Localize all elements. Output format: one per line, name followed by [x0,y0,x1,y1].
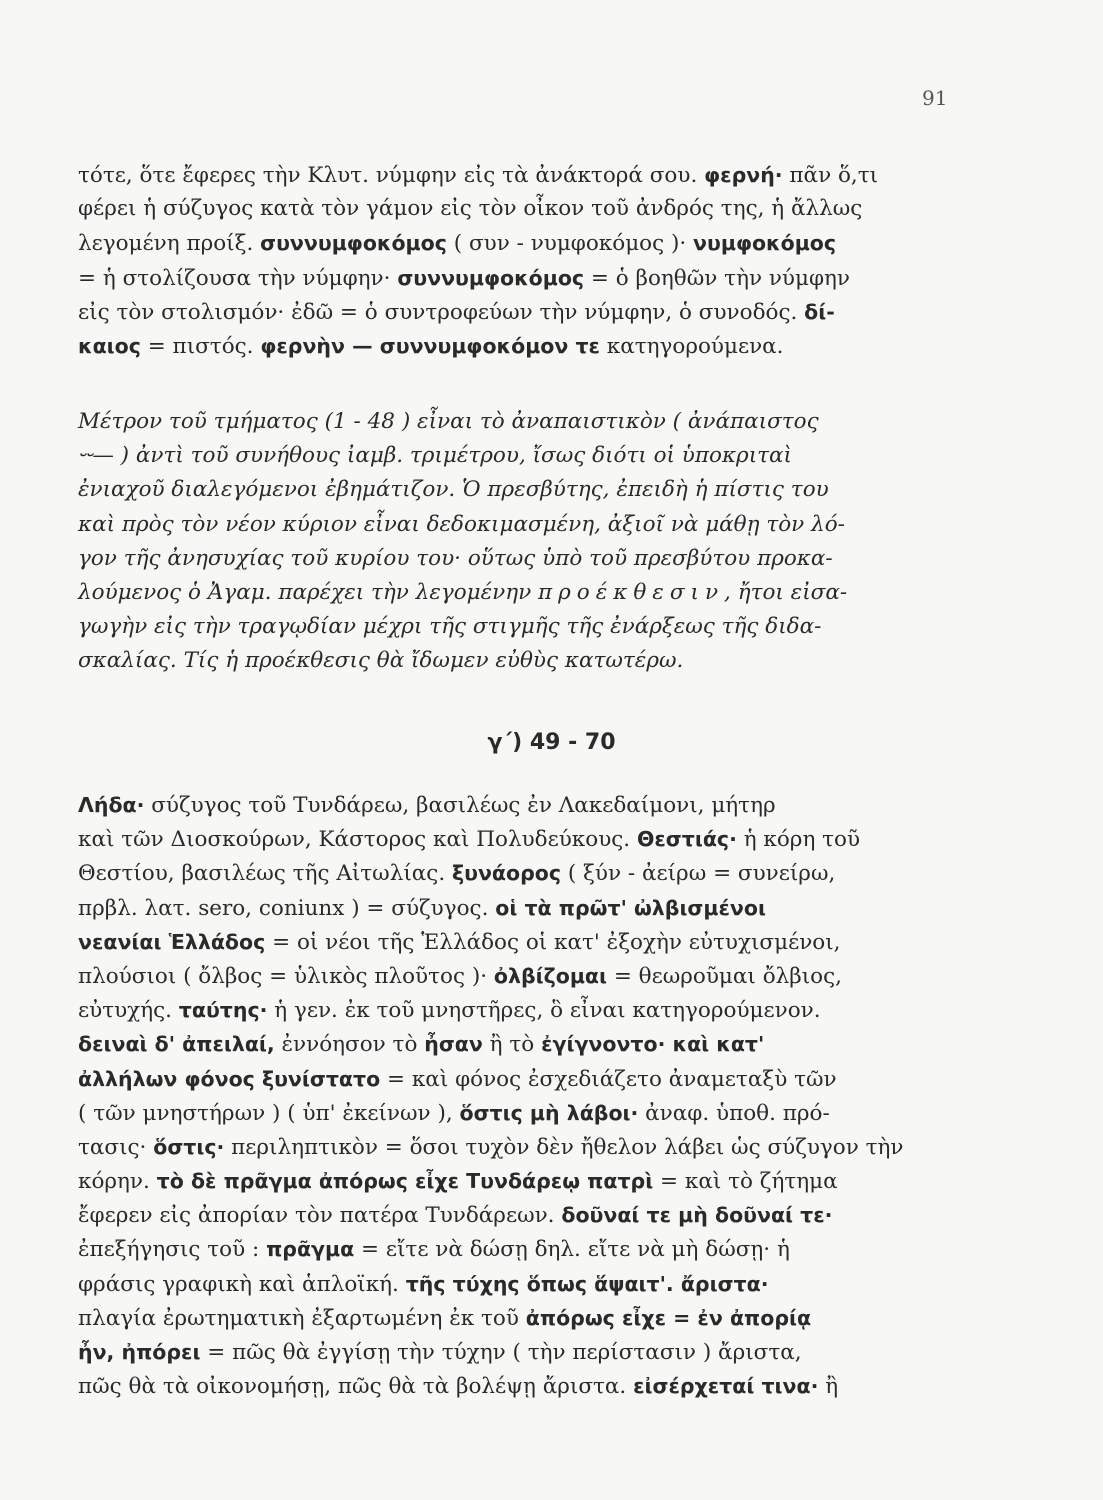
text-line [78,226,950,260]
text-segment: λεγομένη προίξ. [78,231,261,257]
text-segment: Θεστίου, βασιλέως τῆς Αἰτωλίας. [78,861,452,887]
text-line [78,405,950,439]
lemma: φερνή· [704,163,783,187]
text-segment: πρβλ. λατ. sero, coniunx ) = σύζυγος. [78,895,496,921]
text-segment: πῶς θὰ τὰ οἰκονομήσῃ, πῶς θὰ τὰ βολέψῃ ἄριστα. [78,1374,634,1400]
text-line [78,1301,950,1335]
lemma: οἱ τὰ πρῶτ' ὠλβισμένοι [495,895,766,920]
text-segment: = θεωροῦμαι ὄλβιος, [606,963,842,989]
text-segment: = οἱ νέοι τῆς Ἑλλάδος οἱ κατ' ἐξοχὴν εὐτυχισμένοι, [265,929,841,955]
text-segment: ἐννόησον τὸ [274,1032,425,1058]
text-line [78,1198,950,1232]
text-segment: εὐτυχής. [78,998,179,1024]
italic-segment: Μέτρον τοῦ τμήματος (1 - 48 ) εἶναι τὸ ἀναπαιστικὸν ( ἀνάπαιστος [78,409,819,434]
text-segment: = ἡ στολίζουσα τὴν νύμφην· [78,265,398,291]
text-segment: ἢ [818,1374,839,1400]
text-line [78,329,950,363]
text-segment: φέρει ἡ σύζυγος κατὰ τὸν γάμον εἰς τὸν οἶκον τοῦ ἀνδρός της, ἡ ἄλλως [78,196,863,222]
lemma: νυμφοκόμος [693,231,837,256]
text-line [78,1164,950,1198]
text-line [78,1267,950,1301]
text-segment: ( τῶν μνηστήρων ) ( ὑπ' ἐκείνων ), [78,1100,460,1126]
lemma: φερνὴν — συννυμφοκόμον τε [260,333,600,358]
italic-segment: ἐνιαχοῦ διαλεγόμενοι ἐβημάτιζον. Ὁ πρεσβύτης, ἐπειδὴ ἡ πίστις του [78,477,829,503]
italic-segment: ⏑⏑— ) ἀντὶ τοῦ συνήθους ἰαμβ. τριμέτρου, ἴσως διότι οἱ ὑποκριταὶ [78,443,792,469]
commentary-block-2 [78,788,950,1403]
text-line [78,1369,950,1403]
meter-note-block [78,405,950,679]
text-line [78,192,950,226]
text-line [78,610,950,644]
text-segment: περιληπτικὸν = ὅσοι τυχὸν δὲν ἤθελον λάβει ὡς σύζυγον τὴν [224,1134,904,1160]
text-segment: πᾶν ὅ,τι [782,163,879,188]
text-segment: τασις· [78,1134,154,1160]
text-segment: = ὁ βοηθῶν τὴν νύμφην [584,265,850,291]
lemma: ἐγίγνοντο· καὶ κατ' [541,1032,765,1057]
text-segment: κατηγορούμενα. [599,333,784,359]
italic-segment: γωγὴν εἰς τὴν τραγῳδίαν μέχρι τῆς στιγμῆς τῆς ἐνάρξεως τῆς διδα- [78,614,822,640]
text-segment: πλούσιοι ( ὄλβος = ὑλικὸς πλοῦτος )· [78,963,494,989]
text-line [78,1232,950,1266]
lemma: ἦσαν [424,1032,483,1057]
text-segment: ( συν - νυμφοκόμος )· [446,231,694,257]
lemma: πρᾶγμα [266,1237,355,1262]
lemma: ταύτης· [178,998,268,1023]
lemma: δοῦναί τε μὴ δοῦναί τε· [561,1203,833,1228]
text-segment: ἡ κόρη τοῦ [736,827,861,853]
italic-segment: λούμενος ὁ Ἀγαμ. παρέχει τὴν λεγομένην [78,579,539,605]
text-segment: φράσις γραφικὴ καὶ ἁπλοϊκή. [78,1271,406,1297]
text-segment: τότε, ὅτε ἔφερες τὴν Κλυτ. νύμφην εἰς τὰ ἀνάκτορά σου. [78,163,705,188]
text-line [78,158,950,192]
text-line [78,788,950,822]
text-segment: κόρην. [78,1169,157,1195]
lemma: συννυμφοκόμος [397,265,585,290]
spaced-term: προέκθεσιν [538,579,725,605]
lemma: συννυμφοκόμος [260,231,447,256]
commentary-block-1 [78,158,950,363]
text-line [78,856,950,890]
text-line [78,542,950,576]
text-line [78,473,950,507]
text-line [78,439,950,473]
text-line [78,1062,950,1096]
italic-segment: , ἤτοι εἰσα- [724,579,848,605]
lemma: τῆς τύχης ὅπως ἅψαιτ'. ἄριστα· [405,1271,769,1296]
text-line [78,959,950,993]
lemma: νεανίαι Ἑλλάδος [78,929,266,954]
text-line [78,261,950,295]
text-line [78,576,950,610]
lemma: δί- [804,299,835,324]
text-line [78,822,950,856]
text-segment: ἔφερεν εἰς ἀπορίαν τὸν πατέρα Τυνδάρεων. [78,1203,562,1229]
text-segment: = καὶ φόνος ἐσχεδιάζετο ἀναμεταξὺ τῶν [380,1066,837,1092]
text-segment: ἢ τὸ [482,1032,542,1058]
text-segment: ἡ γεν. ἐκ τοῦ μνηστῆρες, ὃ εἶναι κατηγορούμενον. [267,998,821,1024]
text-line [78,925,950,959]
lemma: Θεστιάς· [636,827,737,852]
text-line [78,1335,950,1369]
text-segment: ( ξύν - ἀείρω = συνείρω, [561,861,836,887]
text-line [78,508,950,542]
text-segment: σύζυγος τοῦ Τυνδάρεω, βασιλέως ἐν Λακεδαίμονι, μήτηρ [144,793,776,818]
section-heading: γ΄) 49 - 70 [487,730,616,755]
lemma: ὀλβίζομαι [493,963,607,988]
lemma: ὅστις μὴ λάβοι· [459,1100,639,1125]
text-segment: = εἴτε νὰ δώσῃ δηλ. εἴτε νὰ μὴ δώσῃ· ἡ [354,1237,790,1263]
text-line [78,295,950,329]
lemma: Λήδα· [78,793,145,817]
text-segment: εἰς τὸν στολισμόν· ἐδῶ = ὁ συντροφεύων τὴν νύμφην, ὁ συνοδός. [78,299,805,325]
text-line [78,1130,950,1164]
text-segment: ἐπεξήγησις τοῦ : [78,1237,267,1263]
text-segment: καὶ τῶν Διοσκούρων, Κάστορος καὶ Πολυδεύκους. [78,827,637,853]
lemma: ὅστις· [153,1134,225,1159]
italic-segment: καὶ πρὸς τὸν νέον κύριον εἶναι δεδοκιμασμένη, ἀξιοῖ νὰ μάθῃ τὸν λό- [78,511,845,537]
text-line [78,993,950,1027]
lemma: δειναὶ δ' ἀπειλαί, [78,1032,275,1057]
text-line [78,1027,950,1061]
text-line [78,1096,950,1130]
page-number: 91 [922,86,948,110]
lemma: ἦν, ἠπόρει [78,1340,201,1364]
lemma: ἀλλήλων φόνος ξυνίστατο [78,1066,381,1091]
text-segment: = πιστός. [140,333,261,359]
text-line [78,644,950,678]
lemma: εἰσέρχεταί τινα· [633,1374,819,1399]
lemma: καιος [78,333,141,358]
text-segment: = καὶ τὸ ζήτημα [653,1169,838,1195]
lemma: ξυνάορος [452,861,561,886]
text-segment: ἀναφ. ὑποθ. πρό- [638,1100,830,1126]
text-segment: πλαγία ἐρωτηματικὴ ἐξαρτωμένη ἐκ τοῦ [78,1305,526,1331]
lemma: τὸ δὲ πρᾶγμα ἀπόρως εἶχε Τυνδάρεῳ πατρὶ [156,1169,654,1194]
italic-segment: σκαλίας. Τίς ἡ προέκθεσις θὰ ἴδωμεν εὐθὺς κατωτέρω. [78,648,684,674]
text-line [78,891,950,925]
lemma: ἀπόρως εἶχε = ἐν ἀπορίᾳ [525,1305,812,1330]
italic-segment: γον τῆς ἀνησυχίας τοῦ κυρίου του· οὕτως ὑπὸ τοῦ πρεσβύτου προκα- [78,545,833,571]
text-segment: = πῶς θὰ ἐγγίσῃ τὴν τύχην ( τὴν περίστασιν ) ἄριστα, [200,1340,802,1365]
